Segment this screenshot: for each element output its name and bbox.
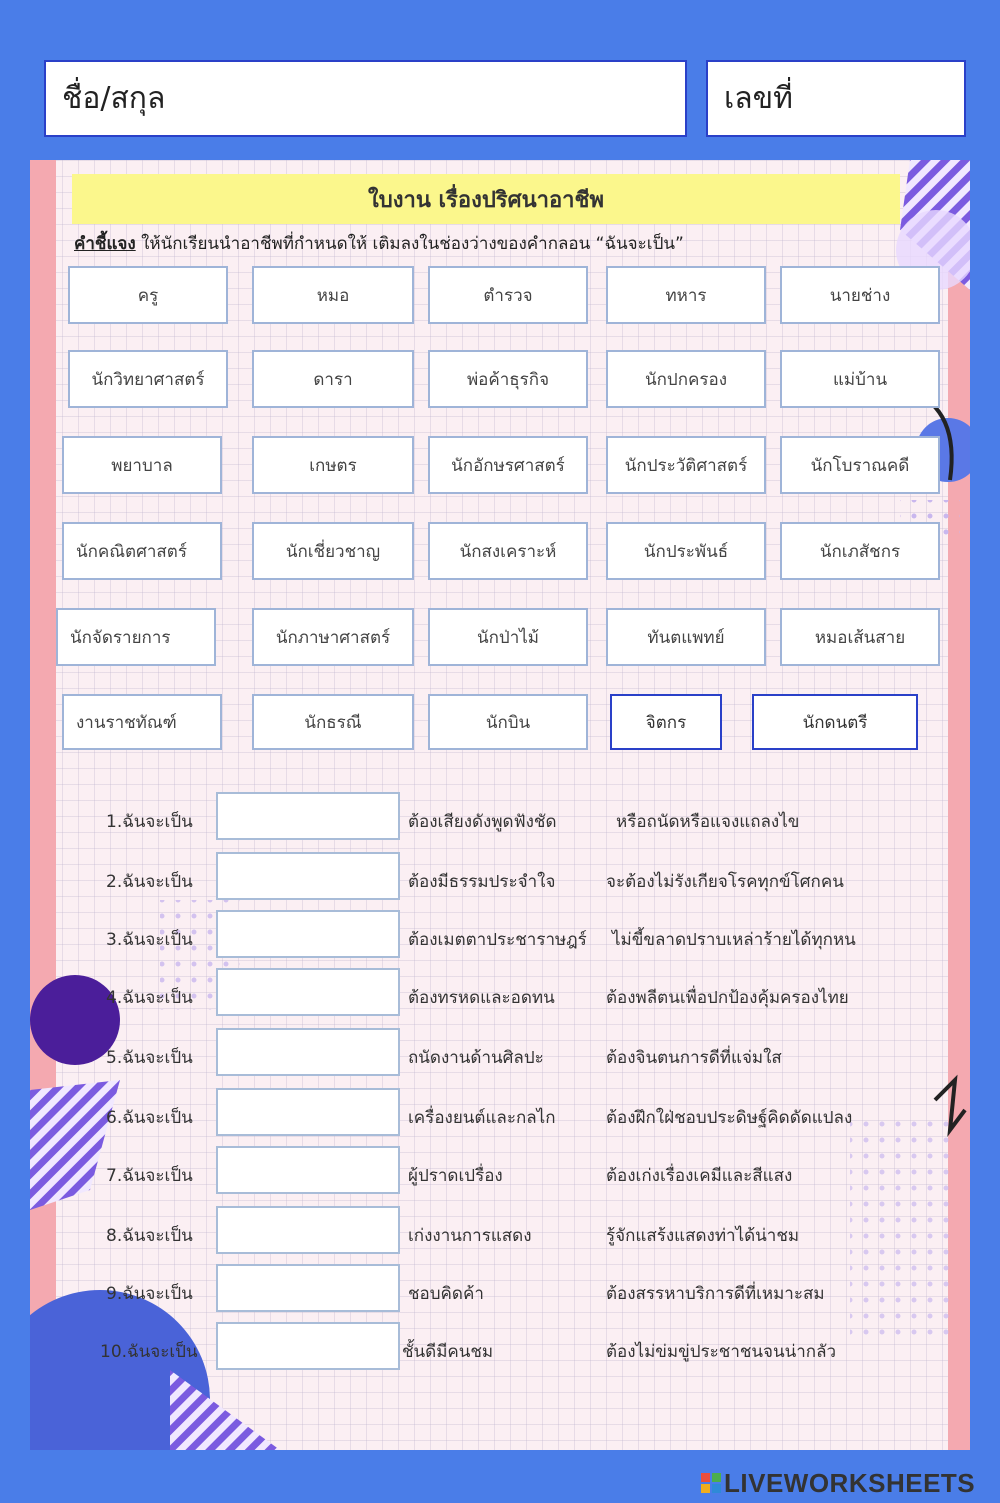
poem-line-first: ต้องเสียงดังพูดฟังชัด — [408, 812, 557, 832]
answer-blank[interactable] — [216, 1206, 400, 1254]
row-label: 7.ฉันจะเป็น — [106, 1166, 193, 1186]
poem-line-second: หรือถนัดหรือแจงแถลงไข — [616, 812, 800, 832]
word-card[interactable]: นักบิน — [428, 694, 588, 750]
answer-blank[interactable] — [216, 1146, 400, 1194]
worksheet-title — [72, 174, 900, 224]
answer-blank[interactable] — [216, 968, 400, 1016]
worksheet-title-text: ใบงาน เรื่องปริศนาอาชีพ — [368, 187, 604, 213]
liveworksheets-logo — [700, 1468, 975, 1498]
poem-line-first: เก่งงานการแสดง — [408, 1226, 532, 1246]
word-card[interactable]: นายช่าง — [780, 266, 940, 324]
poem-line-second: รู้จักแสร้งแสดงท่าได้น่าชม — [606, 1226, 800, 1246]
word-card[interactable]: นักเภสัชกร — [780, 522, 940, 580]
word-card[interactable]: พยาบาล — [62, 436, 222, 494]
answer-blank[interactable] — [216, 1264, 400, 1312]
poem-line-second: ต้องจินตนการดีที่แจ่มใส — [606, 1048, 782, 1068]
poem-line-second: ต้องพลีตนเพื่อปกป้องคุ้มครองไทย — [606, 988, 849, 1008]
name-label: ชื่อ/สกุล — [62, 81, 166, 116]
word-card[interactable]: นักป่าไม้ — [428, 608, 588, 666]
word-card[interactable]: นักธรณี — [252, 694, 414, 750]
row-label: 5.ฉันจะเป็น — [106, 1048, 193, 1068]
poem-line-second: จะต้องไม่รังเกียจโรคทุกข์โศกคน — [606, 872, 844, 892]
word-card[interactable]: ทันตแพทย์ — [606, 608, 766, 666]
number-label: เลขที่ — [724, 81, 793, 116]
worksheet-image — [30, 160, 970, 1450]
instruction-text: ให้นักเรียนนำอาชีพที่กำหนดให้ เติมลงในช่องว่างของคำกลอน “ฉันจะเป็น” — [135, 234, 684, 254]
poem-line-second: ต้องสรรหาบริการดีที่เหมาะสม — [606, 1284, 825, 1304]
word-card[interactable]: นักประวัติศาสตร์ — [606, 436, 766, 494]
poem-line-first: ชั้นดีมีคนชม — [402, 1342, 494, 1362]
word-card[interactable]: งานราชทัณฑ์ — [62, 694, 222, 750]
answer-blank[interactable] — [216, 910, 400, 958]
word-card[interactable]: ดารา — [252, 350, 414, 408]
word-card[interactable]: นักปกครอง — [606, 350, 766, 408]
word-card[interactable]: นักโบราณคดี — [780, 436, 940, 494]
word-card[interactable]: นักประพันธ์ — [606, 522, 766, 580]
liveworksheets-brand: LIVEWORKSHEETS — [724, 1467, 976, 1498]
word-card[interactable]: แม่บ้าน — [780, 350, 940, 408]
answer-blank[interactable] — [216, 852, 400, 900]
name-field[interactable] — [44, 60, 687, 137]
poem-line-first: ถนัดงานด้านศิลปะ — [408, 1048, 544, 1068]
answer-blank[interactable] — [216, 792, 400, 840]
poem-line-second: ไม่ขี้ขลาดปราบเหล่าร้ายได้ทุกหน — [612, 930, 856, 950]
row-label: 3.ฉันจะเป็น — [106, 930, 193, 950]
instruction-label: คำชี้แจง — [74, 234, 136, 254]
poem-line-first: ต้องเมตตาประชาราษฎร์ — [408, 930, 587, 950]
word-card[interactable]: นักสงเคราะห์ — [428, 522, 588, 580]
word-card[interactable]: นักวิทยาศาสตร์ — [68, 350, 228, 408]
word-card[interactable]: จิตกร — [610, 694, 722, 750]
poem-line-first: ต้องทรหดและอดทน — [408, 988, 555, 1008]
poem-line-second: ต้องฝึกใฝ่ชอบประดิษฐ์คิดดัดแปลง — [606, 1108, 853, 1128]
poem-line-first: ผู้ปราดเปรื่อง — [408, 1166, 503, 1186]
word-card[interactable]: นักภาษาศาสตร์ — [252, 608, 414, 666]
row-label: 6.ฉันจะเป็น — [106, 1108, 193, 1128]
poem-line-first: ต้องมีธรรมประจำใจ — [408, 872, 556, 892]
word-card[interactable]: ตำรวจ — [428, 266, 588, 324]
word-card[interactable]: เกษตร — [252, 436, 414, 494]
word-card[interactable]: พ่อค้าธุรกิจ — [428, 350, 588, 408]
word-card[interactable]: นักเชี่ยวชาญ — [252, 522, 414, 580]
row-label: 8.ฉันจะเป็น — [106, 1226, 193, 1246]
word-card[interactable]: นักคณิตศาสตร์ — [62, 522, 222, 580]
word-card[interactable]: หมอเส้นสาย — [780, 608, 940, 666]
row-label: 4.ฉันจะเป็น — [106, 988, 193, 1008]
answer-blank[interactable] — [216, 1322, 400, 1370]
answer-blank[interactable] — [216, 1088, 400, 1136]
word-card[interactable]: หมอ — [252, 266, 414, 324]
instruction — [74, 230, 934, 257]
answer-blank[interactable] — [216, 1028, 400, 1076]
poem-line-first: ชอบคิดค้า — [408, 1284, 484, 1304]
poem-line-second: ต้องไม่ข่มขู่ประชาชนจนน่ากลัว — [606, 1342, 837, 1362]
word-card[interactable]: นักอักษรศาสตร์ — [428, 436, 588, 494]
liveworksheets-icon — [700, 1472, 722, 1494]
row-label: 9.ฉันจะเป็น — [106, 1284, 193, 1304]
poem-line-second: ต้องเก่งเรื่องเคมีและสีแสง — [606, 1166, 793, 1186]
word-card[interactable]: ครู — [68, 266, 228, 324]
number-field[interactable] — [706, 60, 966, 137]
row-label: 1.ฉันจะเป็น — [106, 812, 193, 832]
word-card[interactable]: ทหาร — [606, 266, 766, 324]
word-card[interactable]: นักดนตรี — [752, 694, 918, 750]
word-card[interactable]: นักจัดรายการ — [56, 608, 216, 666]
row-label: 2.ฉันจะเป็น — [106, 872, 193, 892]
row-label: 10.ฉันจะเป็น — [100, 1342, 198, 1362]
poem-line-first: เครื่องยนต์และกลไก — [408, 1108, 556, 1128]
